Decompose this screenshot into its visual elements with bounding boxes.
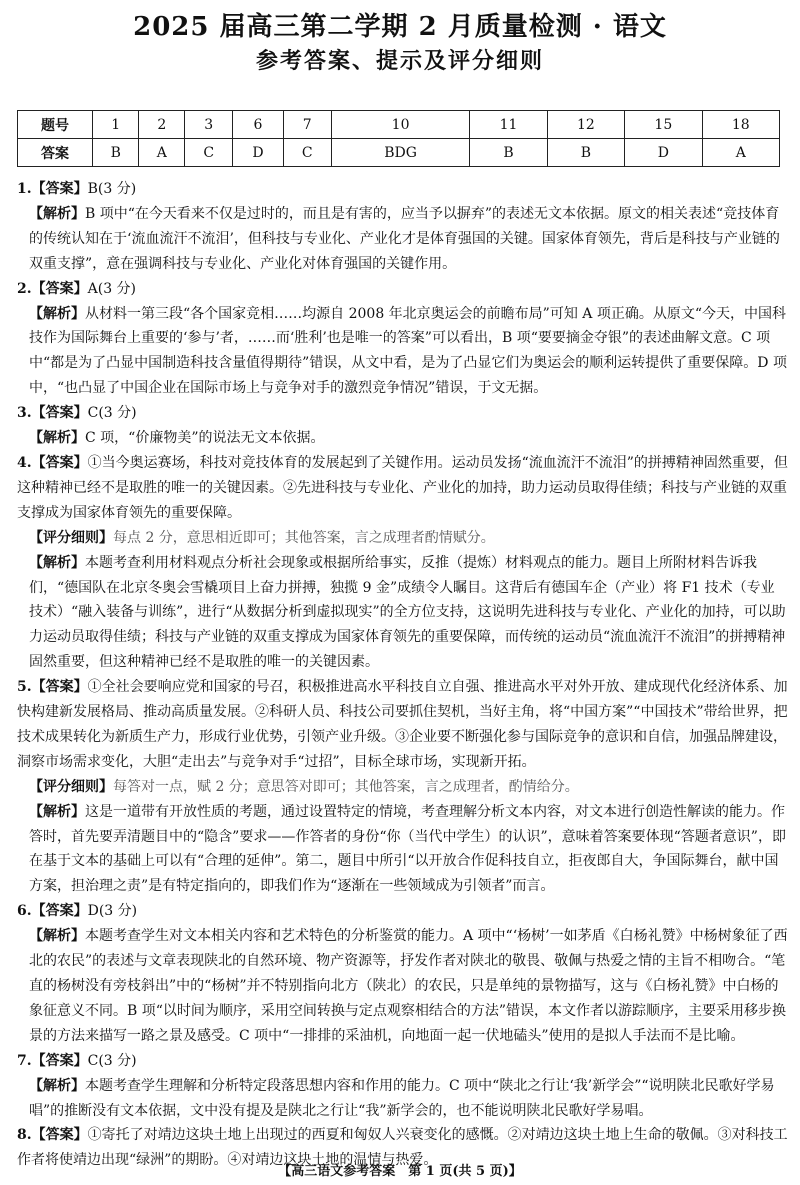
question-number-cell: 7 xyxy=(283,111,331,139)
item-number: 4. xyxy=(17,454,32,471)
answer-text: C(3 分) xyxy=(87,1052,137,1069)
answer-tag: 【答案】 xyxy=(31,181,88,197)
analysis-tag: 【解析】 xyxy=(29,803,85,820)
answer-cell: A xyxy=(702,139,779,167)
answer-text: ①当今奥运赛场，科技对竞技体育的发展起到了关键作用。运动员发扬“流血流汗不流泪”的拼搏精神固然重要，但这种精神已经不是取胜的唯一的关键因素。②先进科技与专业化、产业化的加持，助力运动员取得佳绩；科技与产业链的双重支撑成为国家体育领先的重要保障。 xyxy=(17,454,788,521)
answer-line xyxy=(17,1049,788,1074)
answer-cell: D xyxy=(625,139,702,167)
answer-table xyxy=(17,110,780,167)
analysis-line xyxy=(17,924,788,1049)
grading-tag: 【评分细则】 xyxy=(29,778,113,795)
answer-line xyxy=(17,401,788,426)
question-number-cell: 3 xyxy=(185,111,233,139)
analysis-tag: 【解析】 xyxy=(29,1077,85,1094)
item-number: 8. xyxy=(17,1127,32,1144)
answer-line xyxy=(17,177,788,202)
question-number-cell: 11 xyxy=(470,111,547,139)
question-number-cell: 15 xyxy=(625,111,702,139)
page-subtitle: 参考答案、提示及评分细则 xyxy=(255,48,544,74)
grading-text: 每点 2 分，意思相近即可；其他答案，言之成理者酌情赋分。 xyxy=(113,529,495,546)
answer-text: D(3 分) xyxy=(87,903,138,920)
answer-tag: 【答案】 xyxy=(31,903,88,920)
answer-tag: 【答案】 xyxy=(31,1127,88,1144)
answer-cell: D xyxy=(233,139,283,167)
answer-item xyxy=(17,401,788,451)
analysis-text: 本题考查学生对文本相关内容和艺术特色的分析鉴赏的能力。A 项中“‘杨树’一如茅盾《白杨礼赞》中杨树象征了西北的农民”的表述与文章表现陕北的自然环境、物产资源等，抒发作者对陕北的敬畏、敬佩与热爱之情的主旨不相吻合。“笔直的杨树没有旁枝斜出”中的“杨树”并不特别指向北方（陕北）的农民，只是单纯的景物描写，这与《白杨礼赞》中白杨的象征意义不同。B 项“以时间为顺序，采用空间转换与定点观察相结合的方法”错误，本文作者以游踪顺序，主要采用移步换景的方法来描写一路之景及感受。C 项中“一排排的采油机，向地面一起一伏地磕头”使用的是拟人手法而不是比喻。 xyxy=(29,928,788,1044)
answer-row xyxy=(18,139,780,167)
answer-line xyxy=(17,451,788,526)
answer-text: ①寄托了对靖边这块土地上出现过的西夏和匈奴人兴衰变化的感慨。②对靖边这块土地上生命的敬佩。③对科技工作者将使靖边出现“绿洲”的期盼。④对靖边这块土地的温情与热爱。 xyxy=(17,1127,788,1169)
analysis-text: 从材料一第三段“各个国家竞相……均源自 2008 年北京奥运会的前瞻布局”可知 A 项正确。从原文“今天，中国科技作为国际舞台上重要的‘参与’者，……而‘胜利’也是唯一的答案”可以看出，B 项“要要摘金夺银”的表述曲解文意。C 项中“都是为了凸显中国制造科技含量值得期待”错误，从文中看，是为了凸显它们为奥运会的顺利运转提供了重要保障。D 项中，“也凸显了中国企业在国际市场上与竞争对手的激烈竞争情况”错误，于文无据。 xyxy=(29,305,787,397)
question-number-cell: 12 xyxy=(547,111,624,139)
question-number-cell: 10 xyxy=(331,111,470,139)
analysis-text: C 项，“价廉物美”的说法无文本依据。 xyxy=(85,430,325,447)
answer-cell: B xyxy=(93,139,139,167)
question-number-cell: 18 xyxy=(702,111,779,139)
question-number-cell: 6 xyxy=(233,111,283,139)
grading-line xyxy=(17,526,788,551)
answer-item xyxy=(17,177,788,277)
question-number-cell: 2 xyxy=(139,111,185,139)
answer-cell: B xyxy=(470,139,547,167)
answer-tag: 【答案】 xyxy=(31,679,88,696)
answer-line xyxy=(17,277,788,302)
answer-item xyxy=(17,675,788,899)
grading-line xyxy=(17,775,788,800)
grading-tag: 【评分细则】 xyxy=(29,529,113,546)
analysis-tag: 【解析】 xyxy=(29,554,85,571)
question-number-header: 题号 xyxy=(18,111,93,139)
analysis-text: B 项中“在今天看来不仅是过时的，而且是有害的，应当予以摒弃”的表述无文本依据。原文的相关表述“竞技体育的传统认知在于‘流血流汗不流泪’，但科技与专业化、产业化才是体育强国的关键。国家体育领先，背后是科技与产业链的双重支撑”，意在强调科技与专业化、产业化对体育强国的关键作用。 xyxy=(29,205,780,272)
item-number: 7. xyxy=(17,1052,32,1069)
answer-cell: B xyxy=(547,139,624,167)
item-number: 6. xyxy=(17,903,32,920)
analysis-line xyxy=(17,800,788,900)
answer-line xyxy=(17,899,788,924)
page-title: 2025 届高三第二学期 2 月质量检测 · 语文 xyxy=(133,12,667,42)
analysis-text: 本题考查学生理解和分析特定段落思想内容和作用的能力。C 项中“陕北之行让‘我’新学会”“说明陕北民歌好学易唱”的推断没有文本依据，文中没有提及是陕北之行让“我”新学会的，也不能说明陕北民歌好学易唱。 xyxy=(29,1077,775,1119)
analysis-tag: 【解析】 xyxy=(29,205,85,222)
answer-header: 答案 xyxy=(18,139,93,167)
answer-item xyxy=(17,451,788,675)
answer-cell: C xyxy=(185,139,233,167)
answer-tag: 【答案】 xyxy=(31,454,88,471)
answer-tag: 【答案】 xyxy=(31,405,88,422)
analysis-line xyxy=(17,426,788,451)
answer-tag: 【答案】 xyxy=(31,280,88,297)
answer-text: B(3 分) xyxy=(87,181,137,197)
answer-cell: C xyxy=(283,139,331,167)
analysis-tag: 【解析】 xyxy=(29,430,85,447)
question-number-cell: 1 xyxy=(93,111,139,139)
grading-text: 每答对一点，赋 2 分；意思答对即可；其他答案，言之成理者，酌情给分。 xyxy=(113,778,579,795)
analysis-text: 这是一道带有开放性质的考题，通过设置特定的情境，考查理解分析文本内容，对文本进行创造性解读的能力。作答时，首先要弄清题目中的“隐含”要求——作答者的身份“你（当代中学生）的认识”，意味着答案要体现“答题者意识”，即在基于文本的基础上可以有“合理的延伸”。第二，题目中所引“以开放合作促科技自立，拒夜郎自大，争国际舞台，献中国方案，担治理之责”是有特定指向的，即我们作为“逐渐在一些领域成为引领者”而言。 xyxy=(29,803,786,895)
analysis-line xyxy=(17,551,788,676)
answer-item xyxy=(17,277,788,402)
answer-explanations xyxy=(17,177,788,1173)
question-number-row xyxy=(18,111,780,139)
analysis-text: 本题考查利用材料观点分析社会现象或根据所给事实，反推（提炼）材料观点的能力。题目上所附材料告诉我们，“德国队在北京冬奥会雪橇项目上奋力拼搏，独揽 9 金”成绩令人瞩目。这背后有德国车企（产业）将 F1 技术（专业技术）“融入装备与训练”，进行“从数据分析到虚拟现实”的全方位支持，这说明先进科技与专业化、产业化的加持，可以助力运动员取得佳绩；科技与产业链的双重支撑成为国家体育领先的重要保障，而传统的运动员“流血流汗不流泪”的拼搏精神固然重要，但这种精神已经不是取胜的唯一的关键因素。 xyxy=(29,554,786,671)
item-number: 2. xyxy=(17,280,32,297)
answer-cell: BDG xyxy=(331,139,470,167)
answer-item xyxy=(17,899,788,1048)
analysis-line xyxy=(17,302,788,402)
answer-text: C(3 分) xyxy=(87,405,137,422)
analysis-tag: 【解析】 xyxy=(29,305,85,322)
item-number: 3. xyxy=(17,405,32,422)
page-footer: 【高三语文参考答案 第 1 页(共 5 页)】 xyxy=(278,1164,522,1179)
analysis-line xyxy=(17,1074,788,1124)
analysis-tag: 【解析】 xyxy=(29,928,85,945)
answer-cell: A xyxy=(139,139,185,167)
answer-tag: 【答案】 xyxy=(31,1052,88,1069)
answer-text: A(3 分) xyxy=(87,280,137,297)
analysis-line xyxy=(17,202,788,277)
item-number: 5. xyxy=(17,679,32,696)
item-number: 1. xyxy=(17,181,32,197)
answer-text: ①全社会要响应党和国家的号召，积极推进高水平科技自立自强、推进高水平对外开放、建成现代化经济体系、加快构建新发展格局、推动高质量发展。②科研人员、科技公司要抓住契机，当好主角，将“中国方案”“中国技术”带给世界，把技术成果转化为新质生产力，形成行业优势，引领产业升级。③企业要不断强化参与国际竞争的意识和自信，加强品牌建设，洞察市场需求变化，大胆“走出去”与竞争对手“过招”，目标全球市场，实现新开拓。 xyxy=(17,679,788,770)
answer-item xyxy=(17,1049,788,1124)
answer-line xyxy=(17,675,788,775)
